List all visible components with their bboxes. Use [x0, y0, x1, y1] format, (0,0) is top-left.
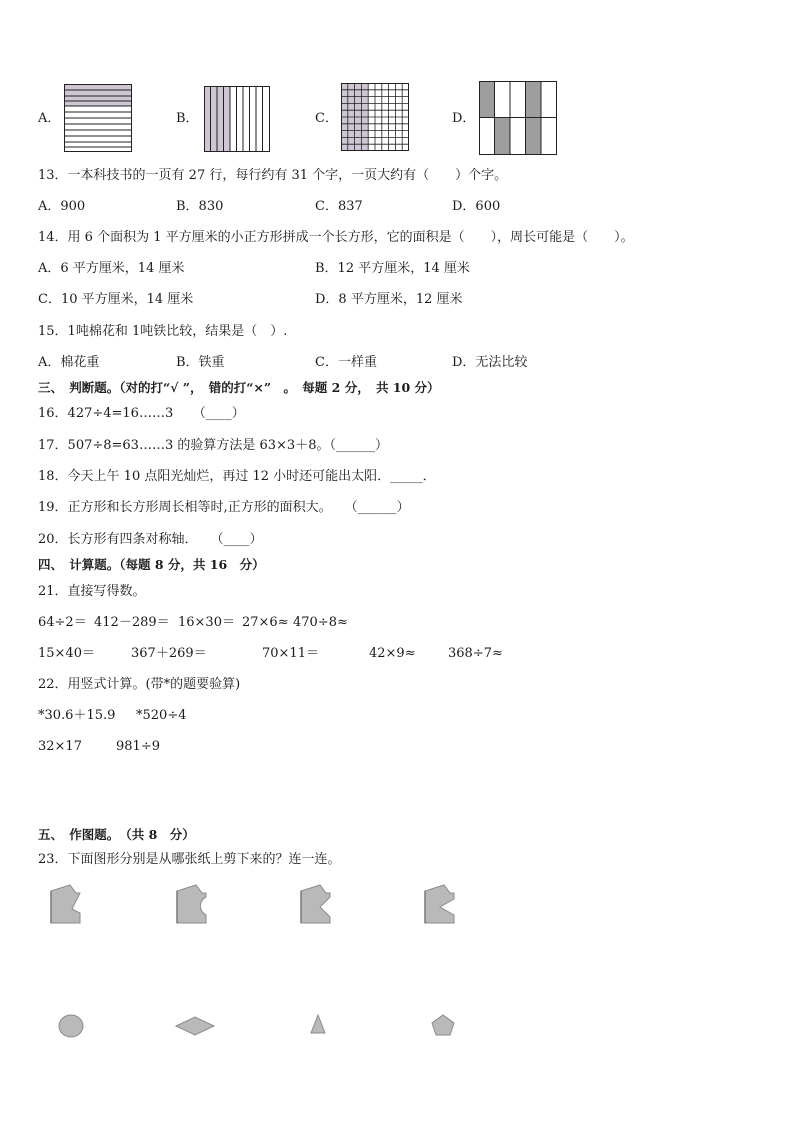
- question-20[interactable]: 20．长方形有四条对称轴． （____）: [38, 532, 263, 547]
- question-13-stem: 13．一本科技书的一页有 27 行，每行约有 31 个字，一页大约有（ ）个字。: [38, 168, 508, 183]
- figure-d-columns: [479, 81, 557, 155]
- question-17[interactable]: 17．507÷8=63……3 的验算方法是 63×3＋8。（______）: [38, 438, 388, 453]
- folded-paper-shape-1[interactable]: [48, 883, 84, 927]
- circle-shape[interactable]: [56, 1012, 86, 1040]
- folded-paper-shape-3[interactable]: [298, 883, 334, 927]
- question-14-stem: 14．用 6 个面积为 1 平方厘米的小正方形拼成一个长方形，它的面积是（ ），周长可能是（ ）。: [38, 230, 634, 245]
- rhombus-shape[interactable]: [174, 1015, 216, 1037]
- q13-option-d[interactable]: D．600: [452, 199, 501, 214]
- q14-option-b[interactable]: B．12 平方厘米，14 厘米: [315, 261, 470, 276]
- figure-b-vertical-stripes: [204, 86, 270, 152]
- q14-option-a[interactable]: A．6 平方厘米，14 厘米: [38, 261, 185, 276]
- calc-item: 412－289＝: [94, 615, 170, 630]
- q15-option-d[interactable]: D．无法比较: [452, 355, 528, 370]
- calc-item: 16×30＝: [178, 615, 235, 630]
- figure-option-c-label: C．: [315, 111, 338, 126]
- q15-option-c[interactable]: C．一样重: [315, 355, 377, 370]
- q13-option-c[interactable]: C．837: [315, 199, 363, 214]
- question-21-stem: 21．直接写得数。: [38, 584, 146, 599]
- calc-item: 42×9≈: [369, 646, 416, 661]
- q14-option-d[interactable]: D．8 平方厘米，12 厘米: [315, 292, 463, 307]
- folded-paper-shape-2[interactable]: [174, 883, 210, 927]
- figure-option-a-label: A．: [38, 111, 61, 126]
- q13-option-a[interactable]: A．900: [38, 199, 86, 214]
- folded-paper-shape-4[interactable]: [422, 883, 458, 927]
- figure-option-d-label: D．: [452, 111, 476, 126]
- calc-item: 70×11＝: [262, 646, 319, 661]
- figure-a-horizontal-stripes: [64, 84, 132, 152]
- q15-option-b[interactable]: B．铁重: [176, 355, 225, 370]
- figure-c-grid: [341, 83, 409, 151]
- q15-option-a[interactable]: A．棉花重: [38, 355, 100, 370]
- calc-item: 32×17: [38, 739, 82, 754]
- question-22-stem: 22．用竖式计算。(带*的题要验算): [38, 677, 241, 692]
- calc-item: 368÷7≈: [448, 646, 503, 661]
- section-3-heading: 三、 判断题。（对的打“√ ”， 错的打“×” 。 每题 2 分， 共 10 分）: [38, 380, 440, 395]
- question-16[interactable]: 16．427÷4=16……3 （____）: [38, 406, 245, 421]
- calc-item: *520÷4: [136, 708, 187, 723]
- section-5-heading: 五、 作图题。 （共 8 分）: [38, 827, 195, 842]
- question-23-stem: 23．下面图形分别是从哪张纸上剪下来的？连一连。: [38, 852, 341, 867]
- triangle-shape[interactable]: [308, 1013, 328, 1035]
- pentagon-shape[interactable]: [430, 1013, 456, 1037]
- question-19[interactable]: 19．正方形和长方形周长相等时,正方形的面积大。 （______）: [38, 500, 410, 515]
- question-18[interactable]: 18．今天上午 10 点阳光灿烂，再过 12 小时还可能出太阳．_____．: [38, 469, 436, 484]
- q13-option-b[interactable]: B．830: [176, 199, 224, 214]
- calc-item: *30.6＋15.9: [38, 708, 116, 723]
- calc-item: 367＋269＝: [131, 646, 207, 661]
- calc-item: 470÷8≈: [293, 615, 348, 630]
- calc-item: 27×6≈: [242, 615, 289, 630]
- q14-option-c[interactable]: C．10 平方厘米，14 厘米: [38, 292, 194, 307]
- section-4-heading: 四、 计算题。（每题 8 分，共 16 分）: [38, 557, 265, 572]
- calc-item: 15×40＝: [38, 646, 95, 661]
- calc-item: 981÷9: [116, 739, 160, 754]
- figure-option-b-label: B．: [176, 111, 199, 126]
- calc-item: 64÷2＝: [38, 615, 87, 630]
- question-15-stem: 15．1吨棉花和 1吨铁比较，结果是（ ）.: [38, 324, 288, 339]
